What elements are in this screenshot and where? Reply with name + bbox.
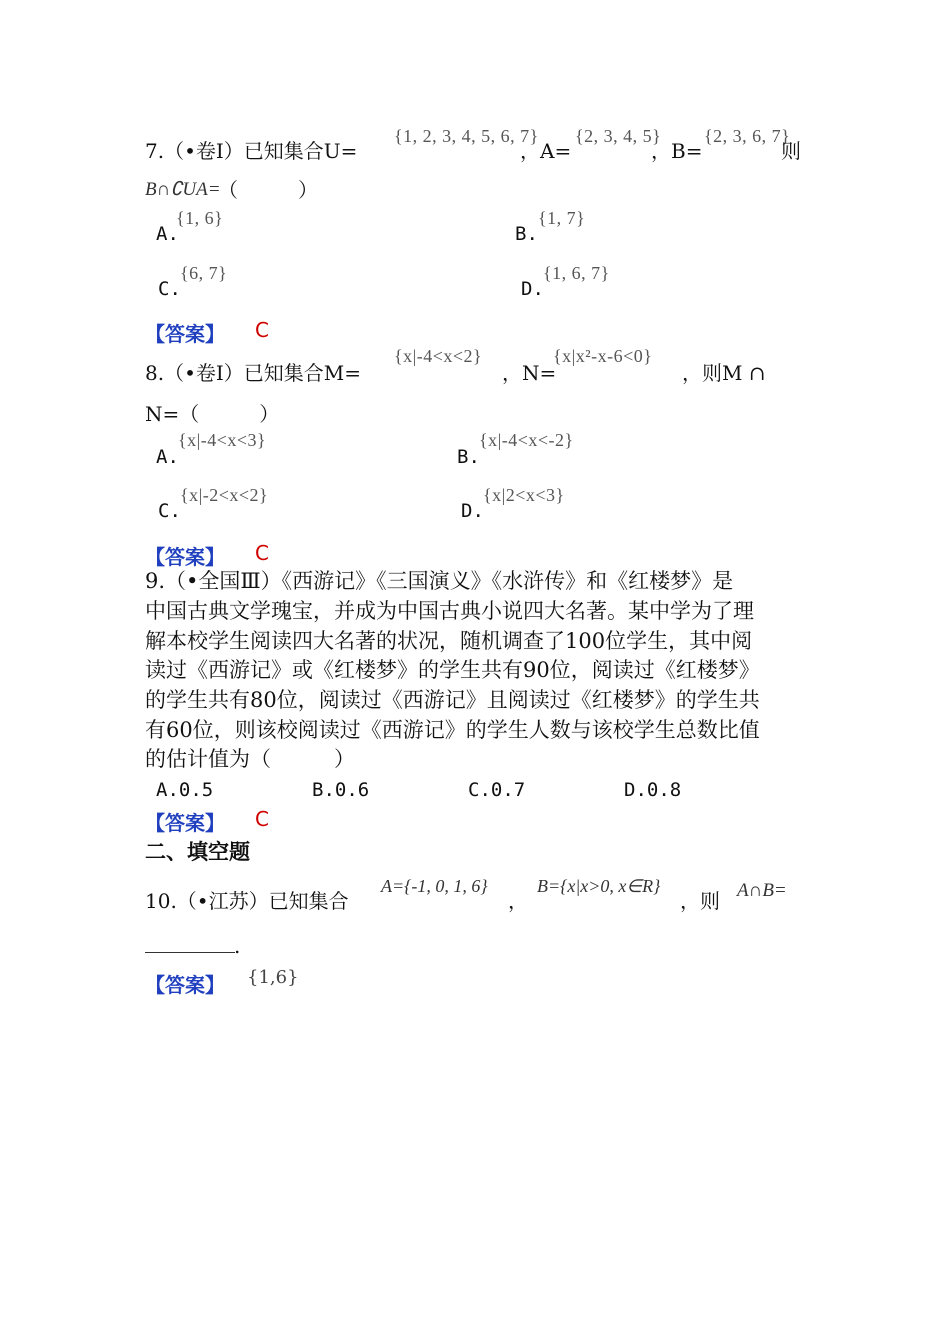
q8-option-a-label: A. [156, 446, 179, 468]
q8-option-b-value: {x|-4<x<-2} [479, 430, 574, 450]
q7-sep-b: ，B= [651, 139, 703, 163]
q8-option-b-label: B. [457, 446, 480, 468]
q8-set-n: {x|x²-x-6<0} [553, 346, 653, 366]
q10-then: ，则 [680, 889, 720, 913]
q7-option-b-value: {1, 7} [538, 208, 586, 228]
q7-set-b: {2, 3, 6, 7} [704, 126, 791, 146]
q7-then: 则 [781, 139, 801, 163]
q7-option-b-label: B. [515, 223, 538, 245]
q10-answer-label: 【答案】 [145, 973, 225, 997]
q9-line-2: 中国古典文学瑰宝，并成为中国古典小说四大名著。某中学为了理 [145, 599, 754, 623]
q7-option-d-value: {1, 6, 7} [543, 263, 610, 283]
q10-answer-value: {1,6} [247, 967, 299, 988]
q9-line-4: 读过《西游记》或《红楼梦》的学生共有90位，阅读过《红楼梦》 [145, 658, 760, 682]
q9-line-3: 解本校学生阅读四大名著的状况，随机调查了100位学生，其中阅 [145, 629, 753, 653]
q9-answer-label: 【答案】 [145, 811, 225, 835]
q7-option-c-label: C. [158, 278, 181, 300]
q9-line-6: 有60位，则该校阅读过《西游记》的学生人数与该校学生总数比值 [145, 718, 760, 742]
q7-option-a-value: {1, 6} [176, 208, 224, 228]
q10-period: . [234, 934, 241, 958]
q10-set-b: B={x|x>0, x∈R} [537, 876, 661, 896]
q10-expression: A∩B= [737, 880, 787, 901]
q8-option-c-value: {x|-2<x<2} [180, 485, 269, 505]
q9-option-b: B.0.6 [312, 779, 370, 801]
q7-answer-label: 【答案】 [145, 322, 225, 346]
q10-answer-blank [145, 951, 235, 953]
q7-option-c-value: {6, 7} [180, 263, 228, 283]
q10-set-a: A={-1, 0, 1, 6} [381, 876, 488, 896]
q9-line-7: 的估计值为（ ） [145, 747, 355, 771]
q10-prefix: 10.（•江苏）已知集合 [145, 889, 349, 913]
q8-then: ，则M ∩ [682, 361, 766, 385]
q8-line2: N=（ ） [145, 402, 280, 426]
q7-option-a-label: A. [156, 223, 179, 245]
q7-answer-value: C [255, 318, 269, 342]
q9-option-c: C.0.7 [468, 779, 526, 801]
q10-comma: ， [508, 889, 528, 913]
q8-answer-label: 【答案】 [145, 545, 225, 569]
q9-option-d: D.0.8 [624, 779, 682, 801]
q7-set-a: {2, 3, 4, 5} [575, 126, 662, 146]
q9-option-a: A.0.5 [156, 779, 214, 801]
section-heading: 二、填空题 [145, 840, 250, 864]
q7-paren: （ ） [218, 178, 318, 202]
q9-answer-value: C [255, 807, 269, 831]
q7-set-u: {1, 2, 3, 4, 5, 6, 7} [394, 126, 539, 146]
q9-line-5: 的学生共有80位，阅读过《西游记》且阅读过《红楼梦》的学生共 [145, 688, 760, 712]
q9-line-1: 9.（•全国Ⅲ）《西游记》《三国演义》《水浒传》和《红楼梦》是 [145, 569, 734, 593]
q7-prefix: 7.（•卷Ⅰ）已知集合U= [145, 139, 358, 163]
q8-sep-n: ，N= [502, 361, 557, 385]
q7-expression: B∩∁UA= [145, 179, 221, 200]
q8-option-d-label: D. [461, 500, 484, 522]
q8-option-a-value: {x|-4<x<3} [178, 430, 267, 450]
q8-prefix: 8.（•卷Ⅰ）已知集合M= [145, 361, 362, 385]
q8-option-c-label: C. [158, 500, 181, 522]
q8-set-m: {x|-4<x<2} [394, 346, 483, 366]
q7-sep-a: ，A= [520, 139, 572, 163]
q7-option-d-label: D. [521, 278, 544, 300]
q8-option-d-value: {x|2<x<3} [483, 485, 565, 505]
q8-answer-value: C [255, 541, 269, 565]
